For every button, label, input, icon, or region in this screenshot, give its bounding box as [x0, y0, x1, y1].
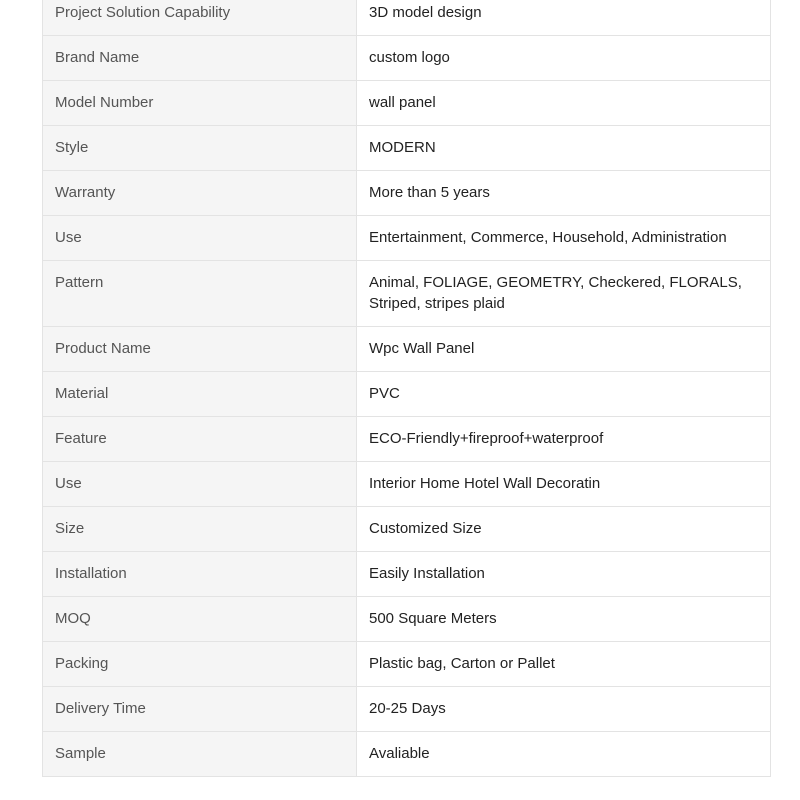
spec-key: Packing	[43, 642, 357, 687]
table-row	[43, 462, 771, 507]
table-row	[43, 732, 771, 777]
spec-value: Easily Installation	[357, 552, 771, 597]
spec-key: Warranty	[43, 171, 357, 216]
spec-value: Avaliable	[357, 732, 771, 777]
spec-value: More than 5 years	[357, 171, 771, 216]
spec-value: ECO-Friendly+fireproof+waterproof	[357, 417, 771, 462]
table-row	[43, 327, 771, 372]
spec-value: PVC	[357, 372, 771, 417]
table-row	[43, 81, 771, 126]
table-row	[43, 642, 771, 687]
table-row	[43, 417, 771, 462]
spec-key: Brand Name	[43, 36, 357, 81]
spec-value: 500 Square Meters	[357, 597, 771, 642]
spec-table	[42, 0, 771, 777]
spec-table-container	[42, 0, 770, 777]
spec-value: Customized Size	[357, 507, 771, 552]
table-row	[43, 552, 771, 597]
spec-key: Installation	[43, 552, 357, 597]
spec-value: custom logo	[357, 36, 771, 81]
spec-key: Delivery Time	[43, 687, 357, 732]
spec-key: Feature	[43, 417, 357, 462]
spec-value: 20-25 Days	[357, 687, 771, 732]
table-row	[43, 687, 771, 732]
spec-key: Project Solution Capability	[43, 0, 357, 36]
spec-table-body	[43, 0, 771, 777]
spec-key: Product Name	[43, 327, 357, 372]
spec-value: Animal, FOLIAGE, GEOMETRY, Checkered, FLORALS, Striped, stripes plaid	[357, 261, 771, 327]
table-row	[43, 372, 771, 417]
spec-key: Sample	[43, 732, 357, 777]
spec-key: Size	[43, 507, 357, 552]
spec-key: MOQ	[43, 597, 357, 642]
spec-value: Wpc Wall Panel	[357, 327, 771, 372]
spec-key: Style	[43, 126, 357, 171]
spec-value: Entertainment, Commerce, Household, Administration	[357, 216, 771, 261]
spec-key: Use	[43, 462, 357, 507]
table-row	[43, 171, 771, 216]
spec-key: Material	[43, 372, 357, 417]
spec-key: Pattern	[43, 261, 357, 327]
spec-value: 3D model design	[357, 0, 771, 36]
table-row	[43, 261, 771, 327]
spec-value: wall panel	[357, 81, 771, 126]
table-row	[43, 36, 771, 81]
spec-key: Model Number	[43, 81, 357, 126]
table-row	[43, 126, 771, 171]
table-row	[43, 597, 771, 642]
table-row	[43, 216, 771, 261]
spec-value: Plastic bag, Carton or Pallet	[357, 642, 771, 687]
table-row	[43, 507, 771, 552]
spec-value: MODERN	[357, 126, 771, 171]
spec-key: Use	[43, 216, 357, 261]
table-row	[43, 0, 771, 36]
spec-value: Interior Home Hotel Wall Decoratin	[357, 462, 771, 507]
